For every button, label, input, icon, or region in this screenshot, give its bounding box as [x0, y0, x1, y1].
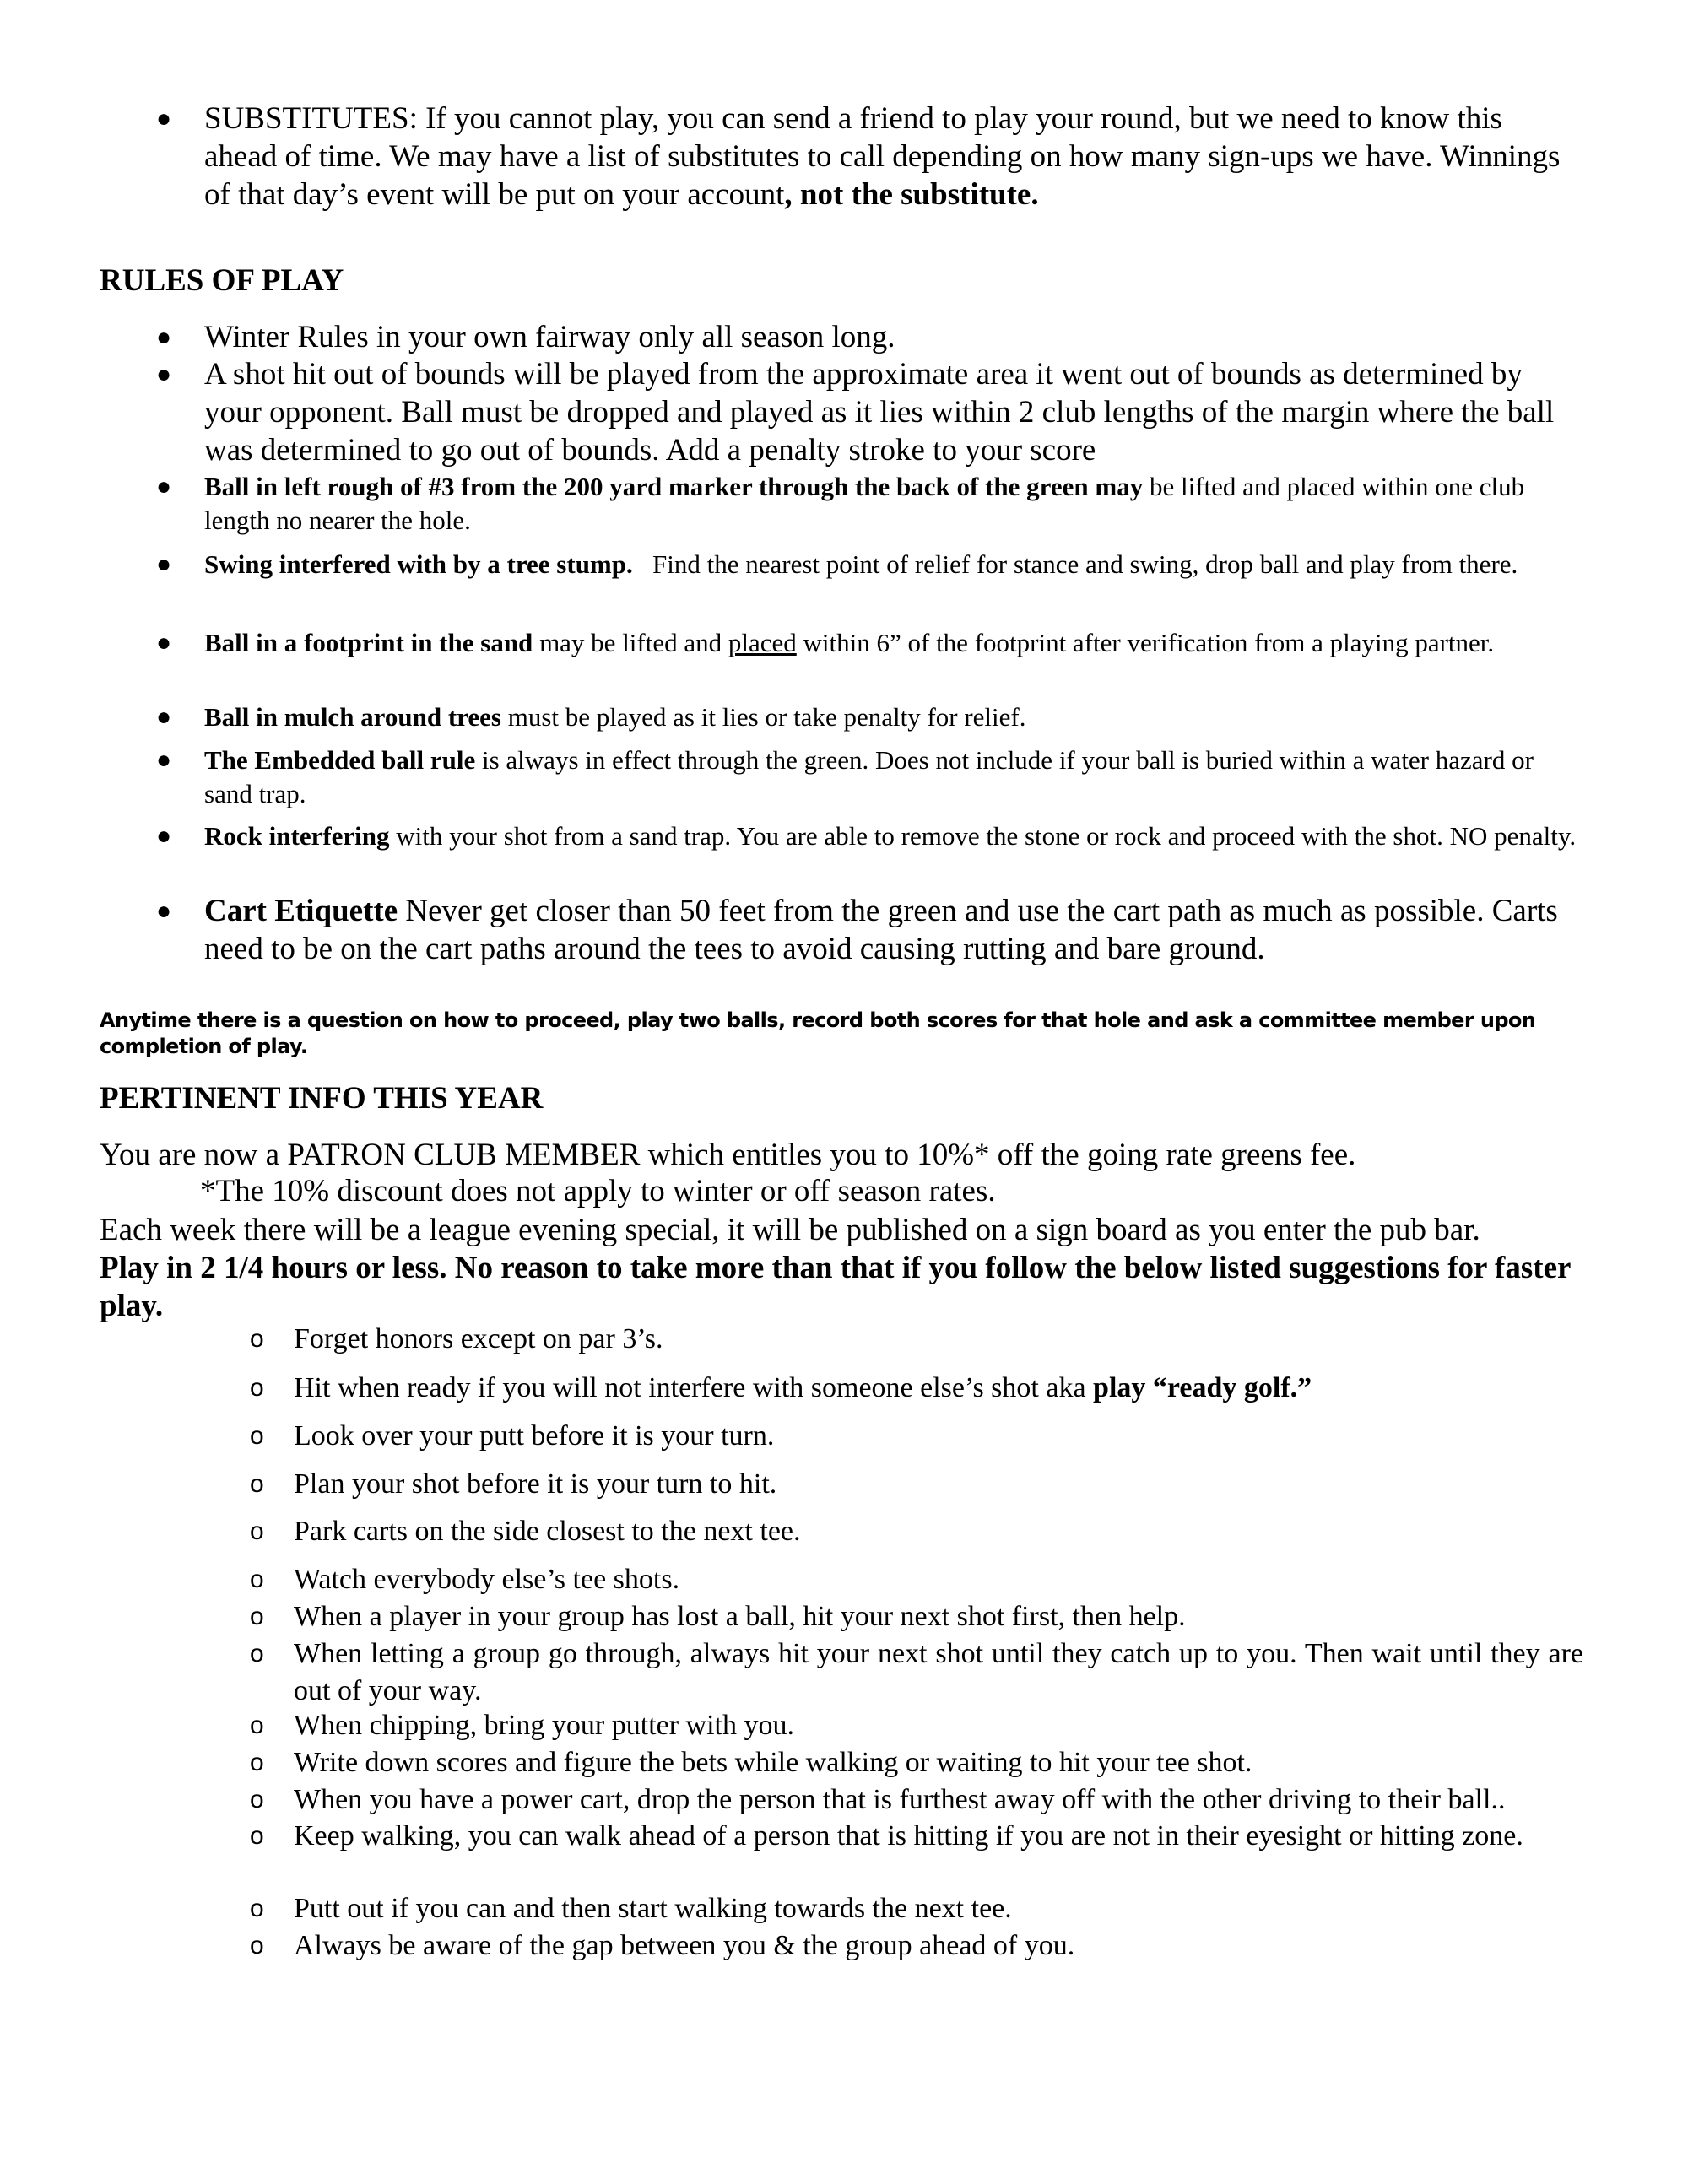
circle-bullet-icon: o	[250, 1325, 264, 1353]
bullet-icon: ●	[156, 897, 172, 925]
bullet-icon: ●	[156, 360, 172, 388]
patron-text: You are now a PATRON CLUB MEMBER which entitles you to 10%* off the going rate greens fee.	[100, 1138, 1356, 1172]
bullet-icon: ●	[156, 323, 172, 351]
circle-bullet-icon: o	[250, 1603, 264, 1630]
rule-bold: The Embedded ball rule	[204, 745, 476, 775]
bullet-icon: ●	[156, 703, 172, 731]
circle-bullet-icon: o	[250, 1565, 264, 1593]
tip-text: Putt out if you can and then start walking towards the next tee.	[294, 1893, 1012, 1924]
tip-item	[250, 1635, 1583, 1710]
circle-bullet-icon: o	[250, 1822, 264, 1850]
rule-item	[156, 470, 1582, 538]
rule-text: with your shot from a sand trap. You are able to remove the stone or rock and proceed with the shot. NO penalty.	[389, 821, 1577, 851]
tip-text: Park carts on the side closest to the next tee.	[294, 1516, 801, 1547]
rule-bold: Swing interfered with by a tree stump.	[204, 549, 633, 579]
substitutes-bold: , not the substitute.	[784, 177, 1039, 212]
tip-text: When a player in your group has lost a ball, hit your next shot first, then help.	[294, 1601, 1186, 1632]
circle-bullet-icon: o	[250, 1640, 264, 1668]
tip-item	[250, 1707, 1583, 1744]
circle-bullet-icon: o	[250, 1711, 264, 1739]
bullet-icon: ●	[156, 629, 172, 657]
discount-note: *The 10% discount does not apply to winter or off season rates.	[200, 1174, 996, 1208]
circle-bullet-icon: o	[250, 1517, 264, 1545]
tip-bold: play “ready golf.”	[1093, 1372, 1312, 1403]
bullet-icon: ●	[156, 746, 172, 774]
tip-item	[250, 1744, 1583, 1781]
tip-text: Look over your putt before it is your turn.	[294, 1420, 775, 1451]
rule-text: is always in effect through the green. Does not include if your ball is buried within a water hazard or sand trap.	[204, 745, 1534, 808]
rule-text: Find the nearest point of relief for stance and swing, drop ball and play from there.	[632, 549, 1518, 579]
tip-item	[250, 1598, 1583, 1635]
rule-bold: Ball in mulch around trees	[204, 702, 501, 732]
bullet-icon: ●	[156, 550, 172, 578]
rule-item	[156, 743, 1582, 811]
circle-bullet-icon: o	[250, 1422, 264, 1450]
tip-item	[250, 1818, 1583, 1855]
rule-bold: Ball in left rough of #3 from the 200 yard marker through the back of the green may	[204, 472, 1144, 501]
rule-bold: Cart Etiquette	[204, 894, 398, 928]
rule-item	[156, 819, 1582, 853]
tip-item	[250, 1890, 1583, 1927]
rule-item	[156, 700, 1582, 734]
rule-text: Never get closer than 50 feet from the green and use the cart path as much as possible. Carts need to be on the cart paths around the tees to avoid causing rutting and bare ground.	[204, 894, 1558, 966]
bullet-icon: ●	[156, 822, 172, 850]
tip-text: Plan your shot before it is your turn to hit.	[294, 1468, 777, 1500]
rule-text: Winter Rules in your own fairway only all season long.	[204, 320, 895, 354]
rule-text: must be played as it lies or take penalty for relief.	[500, 702, 1026, 732]
pertinent-heading: PERTINENT INFO THIS YEAR	[100, 1081, 544, 1116]
tip-item	[250, 1781, 1583, 1819]
rule-text: within 6” of the footprint after verification from a playing partner.	[796, 628, 1495, 657]
tip-text: When chipping, bring your putter with you.	[294, 1710, 795, 1741]
bullet-icon: ●	[156, 105, 172, 132]
circle-bullet-icon: o	[250, 1932, 264, 1960]
tip-text: Keep walking, you can walk ahead of a person that is hitting if you are not in their eyesight or hitting zone.	[294, 1820, 1523, 1852]
tip-item	[250, 1561, 1583, 1598]
rule-item	[156, 318, 1582, 356]
rule-item	[156, 548, 1582, 581]
tip-text: Forget honors except on par 3’s.	[294, 1323, 663, 1354]
tip-text: Hit when ready if you will not interfere with someone else’s shot aka	[294, 1372, 1094, 1403]
substitutes-text: SUBSTITUTES: If you cannot play, you can send a friend to play your round, but we need to know this ahead of time. We may have a list of substitutes to call depending on how many sign-ups we have. Winnings of that day’s event will be put on your account	[204, 101, 1561, 212]
rule-bold: Rock interfering	[204, 821, 390, 851]
tip-text: When letting a group go through, always hit your next shot until they catch up to you. Then wait until they are out of your way.	[294, 1638, 1583, 1706]
tip-item	[250, 1370, 1583, 1407]
rule-item	[156, 626, 1582, 660]
circle-bullet-icon: o	[250, 1374, 264, 1402]
tip-item	[250, 1418, 1583, 1455]
rule-bold: Ball in a footprint in the sand	[204, 628, 533, 657]
anytime-note: Anytime there is a question on how to proceed, play two balls, record both scores for that hole and ask a committee member upon completion of play.	[100, 1008, 1536, 1058]
rule-text: be lifted and placed within one club length no nearer the hole.	[204, 472, 1525, 535]
rule-item	[156, 355, 1582, 469]
rule-text: may be lifted and	[533, 628, 728, 657]
circle-bullet-icon: o	[250, 1786, 264, 1814]
tip-text: When you have a power cart, drop the person that is furthest away off with the other driving to their ball..	[294, 1784, 1506, 1815]
circle-bullet-icon: o	[250, 1749, 264, 1776]
play-time-text: Play in 2 1/4 hours or less. No reason to take more than that if you follow the below listed suggestions for faster play.	[100, 1251, 1571, 1323]
tip-text: Watch everybody else’s tee shots.	[294, 1564, 680, 1595]
tip-text: Always be aware of the gap between you & the group ahead of you.	[294, 1930, 1075, 1961]
special-text: Each week there will be a league evening special, it will be published on a sign board as you enter the pub bar.	[100, 1213, 1480, 1247]
tip-item	[250, 1321, 1583, 1358]
circle-bullet-icon: o	[250, 1470, 264, 1498]
rule-item	[156, 892, 1582, 968]
rules-heading: RULES OF PLAY	[100, 263, 344, 298]
rule-text: A shot hit out of bounds will be played from the approximate area it went out of bounds as determined by your opponent. Ball must be dropped and played as it lies within 2 club lengths of the margin where the ball was determined to go out of bounds. Add a penalty stroke to your score	[204, 357, 1555, 468]
tip-item	[250, 1513, 1583, 1550]
rule-underlined: placed	[728, 628, 797, 657]
tip-item	[250, 1927, 1583, 1965]
tip-text: Write down scores and figure the bets while walking or waiting to hit your tee shot.	[294, 1747, 1252, 1778]
circle-bullet-icon: o	[250, 1895, 264, 1922]
bullet-icon: ●	[156, 473, 172, 500]
tip-item	[250, 1466, 1583, 1503]
substitutes-item	[156, 100, 1582, 214]
